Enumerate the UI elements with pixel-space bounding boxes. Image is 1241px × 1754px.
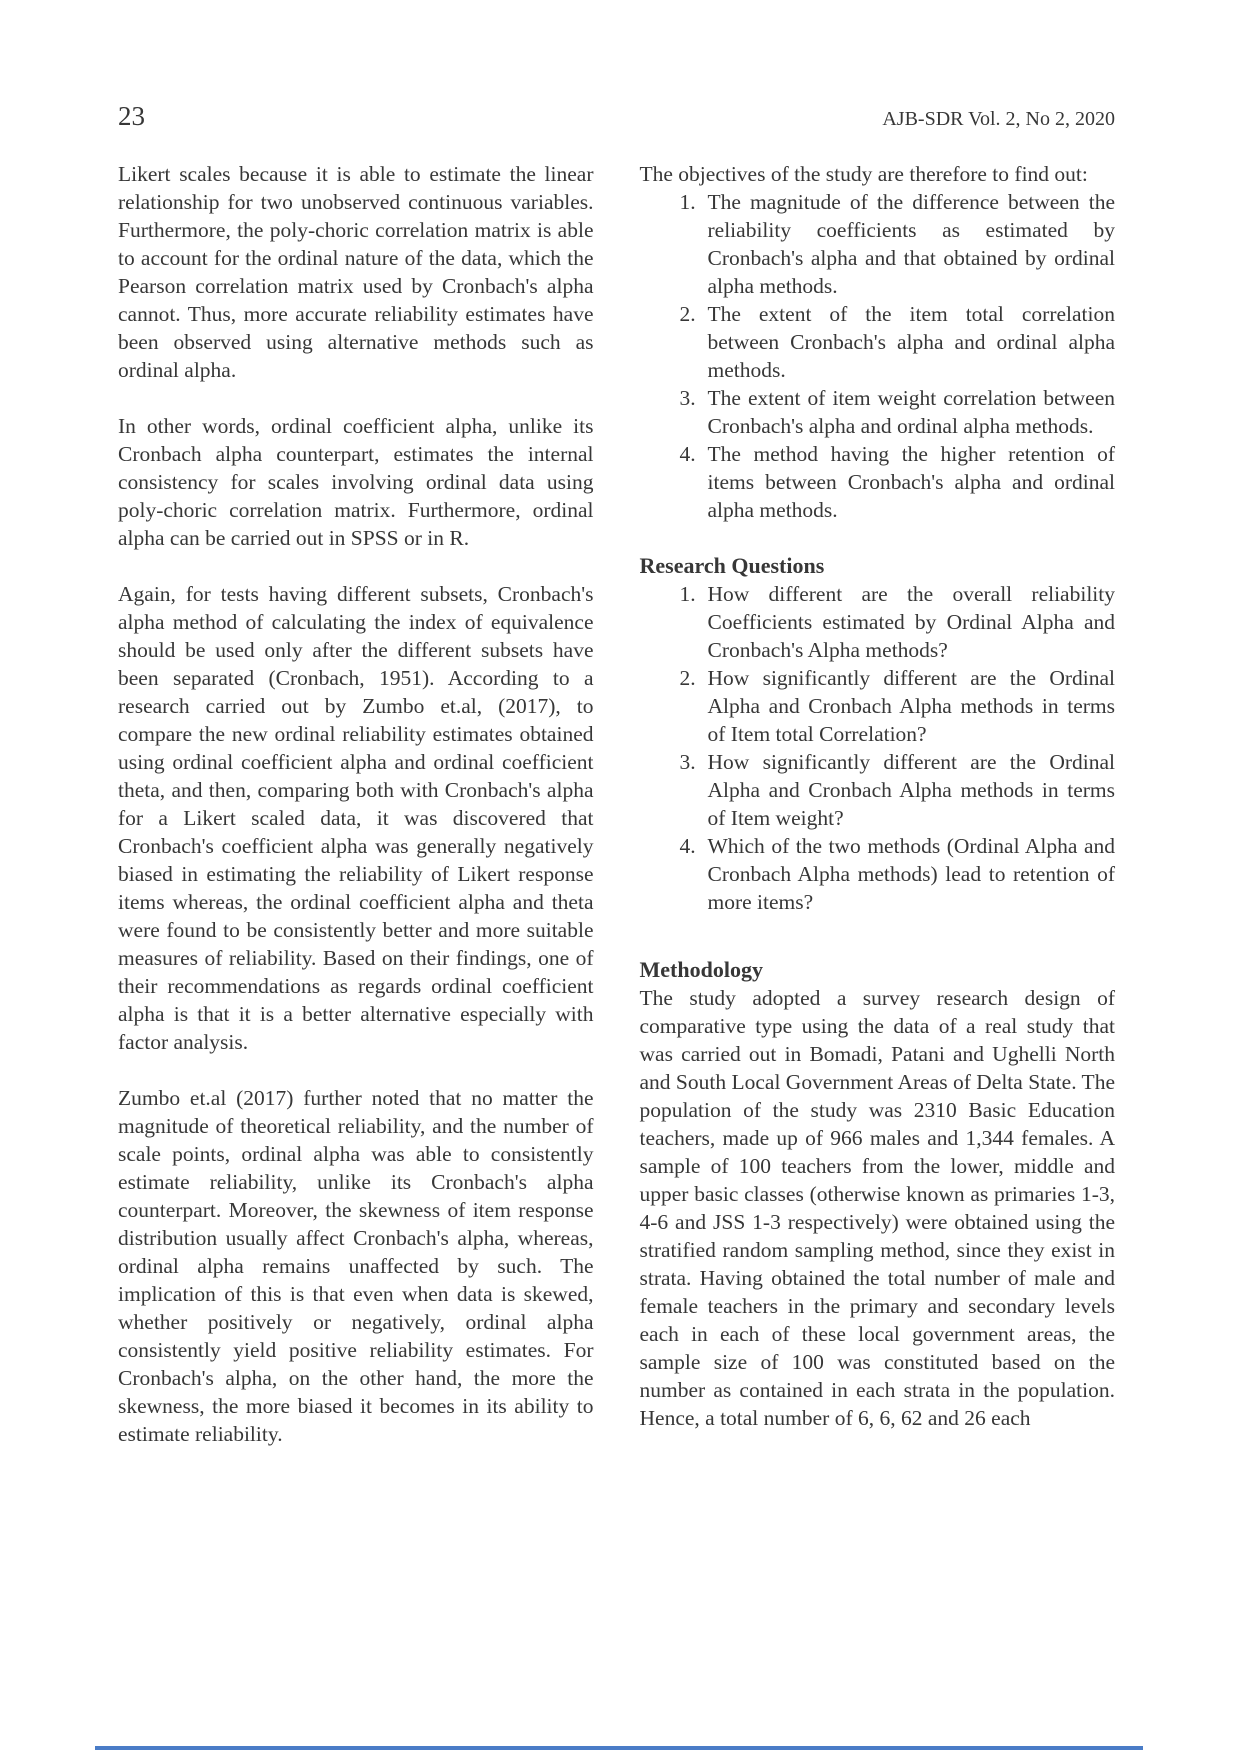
list-item-text: The magnitude of the difference between the reliability coefficients as estimated by Cronbach's alpha and that obtained by ordinal alpha methods.: [707, 190, 1115, 298]
paragraph-ordinal-alpha-spss: In other words, ordinal coefficient alpha, unlike its Cronbach alpha counterpart, estimates the internal consistency for scales involving ordinal data using poly-choric correlation matrix. Furthermore, ordinal alpha can be carried out in SPSS or in R.: [118, 414, 594, 550]
list-item: [640, 384, 1116, 440]
research-questions-heading: Research Questions: [639, 553, 825, 578]
list-item-text: How significantly different are the Ordinal Alpha and Cronbach Alpha methods in terms of Item weight?: [707, 750, 1115, 830]
left-column: [118, 160, 594, 1448]
list-item-number: 1.: [679, 190, 696, 214]
two-column-body: [118, 160, 1115, 1448]
list-item-text: How different are the overall reliability Coefficients estimated by Ordinal Alpha and Cronbach's Alpha methods?: [707, 582, 1115, 662]
footer-rule: [95, 1746, 1143, 1750]
list-item-text: The extent of item weight correlation between Cronbach's alpha and ordinal alpha methods.: [707, 386, 1115, 438]
page-header: [118, 101, 1115, 132]
page-number: 23: [118, 101, 145, 131]
list-item-number: 1.: [679, 582, 696, 606]
list-item-number: 4.: [679, 442, 696, 466]
list-item-text: The extent of the item total correlation between Cronbach's alpha and ordinal alpha methods.: [707, 302, 1115, 382]
paragraph-likert-scales: Likert scales because it is able to estimate the linear relationship for two unobserved continuous variables. Furthermore, the poly-choric correlation matrix is able to account for the ordinal nature of the data, which the Pearson correlation matrix used by Cronbach's alpha cannot. Thus, more accurate reliability estimates have been observed using alternative methods such as ordinal alpha.: [118, 162, 594, 382]
list-item-number: 3.: [679, 386, 696, 410]
research-questions-list: [640, 580, 1116, 916]
list-item-number: 4.: [679, 834, 696, 858]
list-item-number: 2.: [679, 302, 696, 326]
objectives-list: [640, 188, 1116, 524]
list-item-number: 3.: [679, 750, 696, 774]
list-item-text: Which of the two methods (Ordinal Alpha and Cronbach Alpha methods) lead to retention of more items?: [707, 834, 1115, 914]
paragraph-zumbo-comparison: Again, for tests having different subsets, Cronbach's alpha method of calculating the index of equivalence should be used only after the different subsets have been separated (Cronbach, 1951). According to a research carried out by Zumbo et.al, (2017), to compare the new ordinal reliability estimates obtained using ordinal coefficient alpha and ordinal coefficient theta, and then, comparing both with Cronbach's alpha for a Likert scaled data, it was discovered that Cronbach's coefficient alpha was generally negatively biased in estimating the reliability of Likert response items whereas, the ordinal coefficient alpha and theta were found to be consistently better and more suitable measures of reliability. Based on their findings, one of their recommendations as regards ordinal coefficient alpha is that it is a better alternative especially with factor analysis.: [118, 582, 594, 1054]
list-item: [640, 188, 1116, 300]
list-item: [640, 300, 1116, 384]
journal-reference: AJB-SDR Vol. 2, No 2, 2020: [882, 108, 1115, 130]
list-item: [640, 440, 1116, 524]
list-item-text: How significantly different are the Ordinal Alpha and Cronbach Alpha methods in terms of Item total Correlation?: [707, 666, 1115, 746]
paragraph-zumbo-further-notes: Zumbo et.al (2017) further noted that no matter the magnitude of theoretical reliability, and the number of scale points, ordinal alpha was able to consistently estimate reliability, unlike its Cronbach's alpha counterpart. Moreover, the skewness of item response distribution usually affect Cronbach's alpha, whereas, ordinal alpha remains unaffected by such. The implication of this is that even when data is skewed, whether positively or negatively, ordinal alpha consistently yield positive reliability estimates. For Cronbach's alpha, on the other hand, the more the skewness, the more biased it becomes in its ability to estimate reliability.: [118, 1086, 594, 1446]
list-item: [640, 580, 1116, 664]
methodology-paragraph: The study adopted a survey research design of comparative type using the data of a real study that was carried out in Bomadi, Patani and Ughelli North and South Local Government Areas of Delta State. The population of the study was 2310 Basic Education teachers, made up of 966 males and 1,344 females. A sample of 100 teachers from the lower, middle and upper basic classes (otherwise known as primaries 1-3, 4-6 and JSS 1-3 respectively) were obtained using the stratified random sampling method, since they exist in strata. Having obtained the total number of male and female teachers in the primary and secondary levels each in each of these local government areas, the sample size of 100 was constituted based on the number as contained in each strata in the population. Hence, a total number of 6, 6, 62 and 26 each: [639, 986, 1115, 1430]
list-item: [640, 748, 1116, 832]
list-item-number: 2.: [679, 666, 696, 690]
list-item: [640, 664, 1116, 748]
right-column: [640, 160, 1116, 1448]
methodology-heading: Methodology: [639, 957, 763, 982]
objectives-intro: The objectives of the study are therefore to find out:: [639, 162, 1088, 186]
list-item-text: The method having the higher retention of items between Cronbach's alpha and ordinal alpha methods.: [707, 442, 1115, 522]
list-item: [640, 832, 1116, 916]
